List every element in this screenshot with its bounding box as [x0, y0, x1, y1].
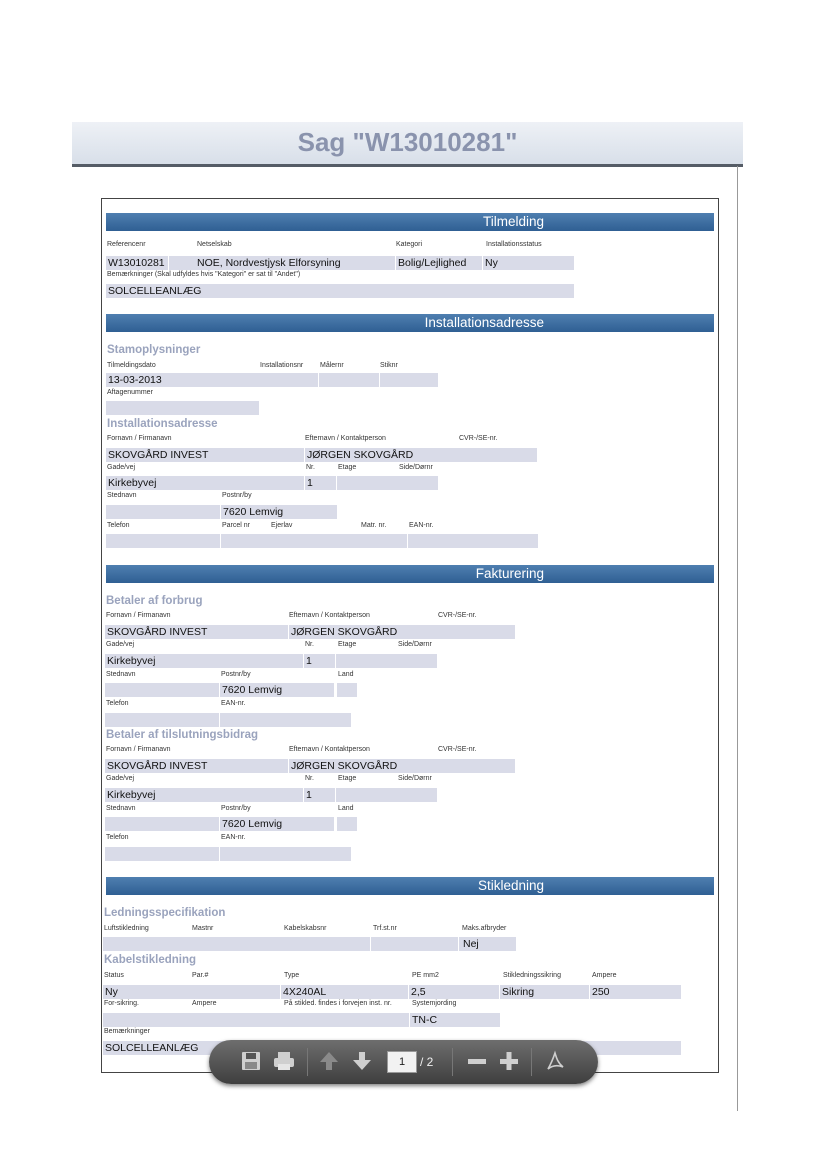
label-forbrug-telefon: Telefon [106, 700, 129, 707]
field-forbrug-gade[interactable]: Kirkebyvej [105, 654, 303, 668]
section-installationsadresse: Installationsadresse [106, 314, 714, 332]
label-parcel: Parcel nr [222, 522, 251, 529]
field-ean[interactable] [408, 534, 538, 548]
field-type[interactable]: 4X240AL [281, 985, 408, 999]
field-tilslutning-telefon[interactable] [105, 847, 219, 861]
label-forbrug-etage: Etage [338, 641, 357, 648]
subtitle-tilslutning: Betaler af tilslutningsbidrag [106, 729, 259, 741]
field-postnr[interactable]: 7620 Lemvig [221, 505, 337, 519]
label-forbrug-postnr: Postnr/by [221, 671, 251, 678]
label-forbrug-fornavn: Fornavn / Firmanavn [106, 612, 171, 619]
field-forbrug-nr[interactable]: 1 [304, 654, 335, 668]
label-pe: PE mm2 [412, 972, 439, 979]
field-nr[interactable]: 1 [305, 476, 336, 490]
field-tilslutning-nr[interactable]: 1 [304, 788, 335, 802]
label-ejerlav: Ejerlav [271, 522, 293, 529]
label-tilslutning-postnr: Postnr/by [221, 805, 251, 812]
label-kategori: Kategori [396, 241, 423, 248]
page-title: Sag "W13010281" [297, 127, 518, 157]
label-trf: Trf.st.nr [373, 925, 397, 932]
zoom-out-icon[interactable] [465, 1050, 489, 1074]
label-tilslutning-cvr: CVR-/SE-nr. [438, 746, 477, 753]
label-forbrug-stednavn: Stednavn [106, 671, 136, 678]
section-fakturering: Fakturering [106, 565, 714, 583]
field-tilslutning-fornavn[interactable]: SKOVGÅRD INVEST [105, 759, 288, 773]
field-installationsstatus[interactable]: Ny [483, 256, 574, 270]
label-tilslutning-etage: Etage [338, 775, 357, 782]
label-gade: Gade/vej [107, 464, 136, 471]
field-status[interactable]: Ny [103, 985, 280, 999]
field-tilslutning-stednavn[interactable] [105, 817, 219, 831]
label-bem: Bemærkninger [104, 1028, 150, 1035]
field-gade[interactable]: Kirkebyvej [106, 476, 304, 490]
label-fornavn: Fornavn / Firmanavn [107, 435, 172, 442]
field-forsikring[interactable] [103, 1013, 409, 1027]
page-total: / 2 [420, 1055, 434, 1069]
label-tilslutning-ean: EAN-nr. [221, 834, 246, 841]
field-ejerlav[interactable] [221, 534, 407, 548]
field-tilslutning-gade[interactable]: Kirkebyvej [105, 788, 303, 802]
label-sikring: Stikledningssikring [503, 972, 561, 979]
label-tilslutning-telefon: Telefon [106, 834, 129, 841]
label-tilslutning-side: Side/Dørnr [398, 775, 432, 782]
label-maalernr: Målernr [320, 362, 344, 369]
label-tilslutning-land: Land [338, 805, 354, 812]
toolbar-separator [307, 1048, 308, 1076]
label-tilslutning-stednavn: Stednavn [106, 805, 136, 812]
label-forbrug-ean: EAN-nr. [221, 700, 246, 707]
label-forbrug-efternavn: Efternavn / Kontaktperson [289, 612, 370, 619]
label-bemaerkninger: Bemærkninger (Skal udfyldes hvis "Kategori" er sat til "Andet") [107, 271, 301, 278]
label-stikled: På stikled. findes i forvejen inst. nr. [284, 1000, 392, 1007]
field-stiknr[interactable] [380, 373, 438, 387]
label-tilslutning-fornavn: Fornavn / Firmanavn [106, 746, 171, 753]
label-forbrug-cvr: CVR-/SE-nr. [438, 612, 477, 619]
label-matr: Matr. nr. [361, 522, 387, 529]
label-etage: Etage [338, 464, 357, 471]
field-system[interactable]: TN-C [410, 1013, 500, 1027]
page-header [72, 122, 743, 167]
label-par: Par.# [192, 972, 209, 979]
label-forsikring: For-sikring. [104, 1000, 140, 1007]
section-stikledning: Stikledning [106, 877, 714, 895]
field-kategori[interactable]: Bolig/Lejlighed [396, 256, 482, 270]
pdf-toolbar [209, 1040, 598, 1084]
field-telefon[interactable] [106, 534, 220, 548]
field-forbrug-efternavn[interactable]: JØRGEN SKOVGÅRD [289, 625, 515, 639]
field-aftagenummer[interactable] [106, 401, 259, 415]
label-kabelskab: Kabelskabsnr [284, 925, 327, 932]
label-cvr: CVR-/SE-nr. [459, 435, 498, 442]
label-stednavn: Stednavn [107, 492, 137, 499]
label-nr: Nr. [306, 464, 315, 471]
page-number-input[interactable]: 1 [387, 1051, 417, 1073]
subtitle-installationsadresse: Installationsadresse [107, 418, 218, 430]
label-tilslutning-efternavn: Efternavn / Kontaktperson [289, 746, 370, 753]
label-forbrug-nr: Nr. [305, 641, 314, 648]
field-tilslutning-etage[interactable] [336, 788, 437, 802]
subtitle-stamoplysninger: Stamoplysninger [107, 344, 201, 356]
field-forbrug-fornavn[interactable]: SKOVGÅRD INVEST [105, 625, 288, 639]
field-bemaerkninger[interactable]: SOLCELLEANLÆG [106, 284, 574, 298]
field-tilslutning-postnr[interactable]: 7620 Lemvig [220, 817, 334, 831]
field-tilslutning-ean[interactable] [220, 847, 351, 861]
label-tilslutning-nr: Nr. [305, 775, 314, 782]
field-forbrug-stednavn[interactable] [105, 683, 219, 697]
label-ampere: Ampere [592, 972, 617, 979]
label-ampere2: Ampere [192, 1000, 217, 1007]
label-referencenr: Referencenr [107, 241, 146, 248]
field-etage[interactable] [337, 476, 438, 490]
print-icon[interactable] [272, 1050, 296, 1074]
arrow-up-icon[interactable] [317, 1050, 341, 1074]
label-aftagenummer: Aftagenummer [107, 389, 153, 396]
field-trf[interactable] [371, 937, 458, 951]
field-efternavn[interactable]: JØRGEN SKOVGÅRD [305, 448, 537, 462]
label-ean: EAN-nr. [409, 522, 434, 529]
arrow-down-icon[interactable] [350, 1050, 374, 1074]
label-tilslutning-gade: Gade/vej [106, 775, 135, 782]
subtitle-kabel: Kabelstikledning [104, 954, 197, 966]
label-installationsstatus: Installationsstatus [486, 241, 542, 248]
field-forbrug-postnr[interactable]: 7620 Lemvig [220, 683, 334, 697]
field-forbrug-ean[interactable] [220, 713, 351, 727]
label-tilmeldingsdato: Tilmeldingsdato [107, 362, 156, 369]
field-ampere[interactable]: 250 [590, 985, 681, 999]
zoom-in-icon[interactable] [497, 1050, 521, 1074]
field-tilmeldingsdato[interactable]: 13-03-2013 [106, 373, 318, 387]
field-forbrug-telefon[interactable] [105, 713, 219, 727]
label-installationsnr: Installationsnr [260, 362, 304, 369]
field-kabelskab[interactable] [103, 937, 370, 951]
field-forbrug-land[interactable] [337, 683, 357, 697]
field-bem[interactable]: SOLCELLEANLÆG [103, 1041, 681, 1055]
label-status: Status [104, 972, 124, 979]
page-edge-line [737, 166, 738, 1111]
subtitle-ledning: Ledningsspecifikation [104, 907, 226, 919]
field-fornavn[interactable]: SKOVGÅRD INVEST [106, 448, 304, 462]
label-type: Type [284, 972, 300, 979]
field-forbrug-etage[interactable] [336, 654, 437, 668]
field-tilslutning-efternavn[interactable]: JØRGEN SKOVGÅRD [289, 759, 515, 773]
field-pe[interactable]: 2,5 [409, 985, 499, 999]
section-tilmelding: Tilmelding [106, 213, 714, 231]
field-referencenr[interactable]: W13010281 [106, 256, 168, 270]
field-stednavn[interactable] [106, 505, 220, 519]
label-mastnr: Mastnr [192, 925, 214, 932]
label-stiknr: Stiknr [380, 362, 398, 369]
label-system: Systemjording [412, 1000, 457, 1007]
label-forbrug-land: Land [338, 671, 354, 678]
subtitle-forbrug: Betaler af forbrug [106, 595, 203, 607]
label-maks: Maks.afbryder [462, 925, 507, 932]
label-efternavn: Efternavn / Kontaktperson [305, 435, 386, 442]
toolbar-separator [531, 1048, 532, 1076]
field-sikring[interactable]: Sikring [500, 985, 589, 999]
label-telefon: Telefon [107, 522, 130, 529]
toolbar-separator [452, 1048, 453, 1076]
field-maalernr[interactable] [319, 373, 379, 387]
label-luft: Luftstikledning [104, 925, 149, 932]
label-postnr: Postnr/by [222, 492, 252, 499]
save-icon[interactable] [239, 1050, 263, 1074]
field-tilslutning-land[interactable] [337, 817, 357, 831]
document-page [101, 198, 719, 1073]
field-netselskab[interactable]: NOE, Nordvestjysk Elforsyning [169, 256, 395, 270]
label-forbrug-gade: Gade/vej [106, 641, 135, 648]
label-forbrug-side: Side/Dørnr [398, 641, 432, 648]
label-netselskab: Netselskab [197, 241, 232, 248]
label-side: Side/Dørnr [399, 464, 433, 471]
field-maks[interactable]: Nej [459, 937, 516, 951]
acrobat-icon[interactable] [543, 1050, 567, 1074]
